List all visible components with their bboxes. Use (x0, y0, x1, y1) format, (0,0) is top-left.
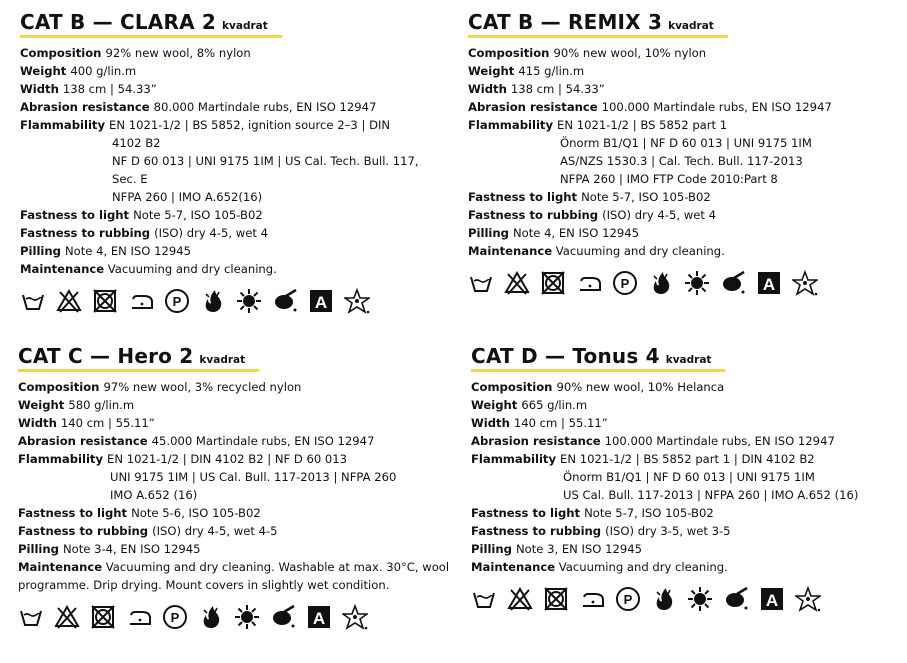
width-row (20, 80, 450, 98)
flammability-line: EN 1021-1/2 | BS 5852 part 1 | DIN 4102 B2 (560, 452, 815, 466)
fabric-title: CAT D — Tonus 4 (471, 344, 660, 368)
abrasion-label: Abrasion resistance (471, 434, 601, 448)
no-tumble-dry-icon (543, 586, 569, 612)
composition-row (468, 44, 903, 62)
flammability-continuation (468, 134, 903, 188)
pilling-value: Note 3-4, EN ISO 12945 (62, 542, 201, 556)
flammability-label: Flammability (18, 452, 104, 466)
weight-row (468, 62, 903, 80)
maintenance-label: Maintenance (20, 262, 105, 276)
width-label: Width (20, 82, 59, 96)
care-icons (18, 604, 450, 630)
flammability-line: EN 1021-1/2 | BS 5852 part 1 (557, 118, 728, 132)
title-underline (471, 369, 725, 372)
no-bleach-icon (507, 586, 533, 612)
svg-text:P: P (623, 592, 633, 607)
pilling-label: Pilling (20, 244, 61, 258)
no-bleach-icon (504, 270, 530, 296)
cigarette-burn-icon (272, 288, 298, 314)
flammability-label: Flammability (468, 118, 554, 132)
light-fastness-value: Note 5-7, ISO 105-B02 (584, 506, 714, 520)
pilling-row (18, 540, 450, 558)
weight-row (18, 396, 450, 414)
spec-list (20, 44, 450, 278)
brand-label: kvadrat (668, 20, 714, 32)
maintenance-label: Maintenance (468, 244, 553, 258)
rubbing-fastness-label: Fastness to rubbing (471, 524, 602, 538)
maintenance-label: Maintenance (18, 560, 103, 574)
rubbing-fastness-row (18, 522, 450, 540)
a-grade-icon (756, 270, 782, 296)
abrasion-value: 45.000 Martindale rubs, EN ISO 12947 (151, 434, 375, 448)
weight-label: Weight (468, 64, 515, 78)
width-row (471, 414, 903, 432)
iron-low-icon (128, 288, 154, 314)
flammability-line: US Cal. Bull. 117-2013 | NFPA 260 | IMO A.652 (16) (563, 488, 859, 502)
weight-value: 580 g/lin.m (68, 398, 135, 412)
abrasion-row (20, 98, 450, 116)
flammability-continuation (18, 468, 450, 504)
light-fastness-label: Fastness to light (18, 506, 128, 520)
flammability-line: UNI 9175 1IM | US Cal. Bull. 117-2013 | NFPA 260 (110, 470, 397, 484)
svg-text:A: A (314, 293, 328, 312)
light-fastness-label: Fastness to light (20, 208, 130, 222)
pilling-value: Note 3, EN ISO 12945 (515, 542, 642, 556)
fabric-heading (471, 344, 711, 372)
flame-icon (200, 288, 226, 314)
svg-text:A: A (765, 591, 779, 610)
care-icons (471, 586, 903, 612)
flammability-line: Sec. E (112, 172, 148, 186)
sunburst-light-icon (687, 586, 713, 612)
flame-icon (651, 586, 677, 612)
weight-value: 415 g/lin.m (518, 64, 585, 78)
pilling-label: Pilling (18, 542, 59, 556)
width-row (18, 414, 450, 432)
no-bleach-icon (54, 604, 80, 630)
width-label: Width (468, 82, 507, 96)
fabric-spec-block (18, 344, 450, 630)
light-fastness-label: Fastness to light (471, 506, 581, 520)
width-value: 140 cm | 55.11” (513, 416, 608, 430)
flammability-row (20, 116, 450, 206)
width-row (468, 80, 903, 98)
light-fastness-row (468, 188, 903, 206)
cigarette-burn-icon (270, 604, 296, 630)
rubbing-fastness-label: Fastness to rubbing (20, 226, 151, 240)
wash-basin-icon (18, 604, 44, 630)
rubbing-fastness-row (471, 522, 903, 540)
wash-basin-icon (471, 586, 497, 612)
title-underline (20, 35, 282, 38)
light-fastness-row (471, 504, 903, 522)
width-value: 138 cm | 54.33” (62, 82, 157, 96)
weight-value: 400 g/lin.m (70, 64, 137, 78)
rubbing-fastness-row (468, 206, 903, 224)
maintenance-value: Vacuuming and dry cleaning. (107, 262, 277, 276)
title-underline (18, 369, 259, 372)
title-underline (468, 35, 728, 38)
fabric-title: CAT C — Hero 2 (18, 344, 194, 368)
pilling-value: Note 4, EN ISO 12945 (64, 244, 191, 258)
care-icons (468, 270, 903, 296)
maintenance-row (468, 242, 903, 260)
dry-clean-p-icon (615, 586, 641, 612)
no-tumble-dry-icon (540, 270, 566, 296)
maintenance-value: Vacuuming and dry cleaning. (555, 244, 725, 258)
dry-clean-p-icon (164, 288, 190, 314)
composition-row (471, 378, 903, 396)
iron-low-icon (579, 586, 605, 612)
flammability-line: NF D 60 013 | UNI 9175 1IM | US Cal. Tech. Bull. 117, (112, 154, 419, 168)
flammability-line: NFPA 260 | IMO FTP Code 2010:Part 8 (560, 172, 778, 186)
abrasion-label: Abrasion resistance (468, 100, 598, 114)
wash-basin-icon (468, 270, 494, 296)
dry-clean-p-icon (612, 270, 638, 296)
flame-icon (198, 604, 224, 630)
composition-value: 97% new wool, 3% recycled nylon (103, 380, 302, 394)
flammability-label: Flammability (20, 118, 106, 132)
weight-row (471, 396, 903, 414)
fabric-title: CAT B — REMIX 3 (468, 10, 663, 34)
flammability-line: 4102 B2 (112, 136, 161, 150)
a-grade-icon (759, 586, 785, 612)
pilling-row (468, 224, 903, 242)
star-rating-icon (792, 270, 818, 296)
fabric-heading (20, 10, 268, 38)
maintenance-row (18, 558, 450, 594)
abrasion-row (468, 98, 903, 116)
flammability-row (471, 450, 903, 504)
fabric-spec-block (471, 344, 903, 612)
width-value: 138 cm | 54.33” (510, 82, 605, 96)
composition-value: 90% new wool, 10% nylon (553, 46, 707, 60)
light-fastness-value: Note 5-7, ISO 105-B02 (581, 190, 711, 204)
star-rating-icon (344, 288, 370, 314)
spec-list (471, 378, 903, 576)
weight-label: Weight (471, 398, 518, 412)
iron-low-icon (126, 604, 152, 630)
abrasion-value: 80.000 Martindale rubs, EN ISO 12947 (153, 100, 377, 114)
composition-label: Composition (471, 380, 553, 394)
weight-value: 665 g/lin.m (521, 398, 588, 412)
rubbing-fastness-value: (ISO) dry 4-5, wet 4 (154, 226, 268, 240)
composition-value: 92% new wool, 8% nylon (105, 46, 251, 60)
maintenance-row (20, 260, 450, 278)
light-fastness-value: Note 5-7, ISO 105-B02 (133, 208, 263, 222)
a-grade-icon (306, 604, 332, 630)
light-fastness-row (20, 206, 450, 224)
rubbing-fastness-value: (ISO) dry 4-5, wet 4 (602, 208, 716, 222)
light-fastness-row (18, 504, 450, 522)
no-tumble-dry-icon (92, 288, 118, 314)
flammability-row (18, 450, 450, 504)
flammability-line: AS/NZS 1530.3 | Cal. Tech. Bull. 117-2013 (560, 154, 803, 168)
svg-text:P: P (620, 276, 630, 291)
flammability-line: Önorm B1/Q1 | NF D 60 013 | UNI 9175 1IM (560, 136, 812, 150)
maintenance-row (471, 558, 903, 576)
spec-list (18, 378, 450, 594)
rubbing-fastness-label: Fastness to rubbing (18, 524, 149, 538)
maintenance-value: Vacuuming and dry cleaning. (558, 560, 728, 574)
wash-basin-icon (20, 288, 46, 314)
abrasion-value: 100.000 Martindale rubs, EN ISO 12947 (601, 100, 832, 114)
flammability-row (468, 116, 903, 188)
maintenance-value: Vacuuming and dry cleaning. Washable at max. 30°C, wool programme. Drip drying. Mount covers in slightly wet condition. (18, 560, 450, 592)
flammability-line: NFPA 260 | IMO A.652(16) (112, 190, 263, 204)
abrasion-row (18, 432, 450, 450)
flammability-continuation (471, 468, 903, 504)
svg-text:A: A (762, 275, 776, 294)
fabric-spec-block (468, 10, 903, 296)
brand-label: kvadrat (199, 354, 246, 366)
abrasion-label: Abrasion resistance (18, 434, 148, 448)
sunburst-light-icon (684, 270, 710, 296)
rubbing-fastness-label: Fastness to rubbing (468, 208, 599, 222)
weight-row (20, 62, 450, 80)
spec-list (468, 44, 903, 260)
width-label: Width (18, 416, 57, 430)
svg-text:P: P (170, 610, 180, 625)
a-grade-icon (308, 288, 334, 314)
maintenance-label: Maintenance (471, 560, 556, 574)
composition-label: Composition (20, 46, 102, 60)
brand-label: kvadrat (665, 354, 712, 366)
flammability-continuation (20, 134, 450, 206)
star-rating-icon (342, 604, 368, 630)
abrasion-value: 100.000 Martindale rubs, EN ISO 12947 (604, 434, 835, 448)
fabric-heading (468, 10, 714, 38)
light-fastness-value: Note 5-6, ISO 105-B02 (131, 506, 261, 520)
flame-icon (648, 270, 674, 296)
flammability-line: EN 1021-1/2 | BS 5852, ignition source 2–3 | DIN (109, 118, 391, 132)
weight-label: Weight (18, 398, 65, 412)
svg-text:A: A (312, 609, 326, 628)
pilling-label: Pilling (471, 542, 512, 556)
brand-label: kvadrat (222, 20, 268, 32)
composition-label: Composition (18, 380, 100, 394)
flammability-line: EN 1021-1/2 | DIN 4102 B2 | NF D 60 013 (107, 452, 348, 466)
abrasion-label: Abrasion resistance (20, 100, 150, 114)
star-rating-icon (795, 586, 821, 612)
rubbing-fastness-row (20, 224, 450, 242)
rubbing-fastness-value: (ISO) dry 3-5, wet 3-5 (605, 524, 731, 538)
dry-clean-p-icon (162, 604, 188, 630)
composition-value: 90% new wool, 10% Helanca (556, 380, 725, 394)
pilling-value: Note 4, EN ISO 12945 (512, 226, 639, 240)
cigarette-burn-icon (723, 586, 749, 612)
flammability-line: IMO A.652 (16) (110, 488, 198, 502)
pilling-row (20, 242, 450, 260)
flammability-label: Flammability (471, 452, 557, 466)
light-fastness-label: Fastness to light (468, 190, 578, 204)
fabric-title: CAT B — CLARA 2 (20, 10, 217, 34)
care-icons (20, 288, 450, 314)
flammability-line: Önorm B1/Q1 | NF D 60 013 | UNI 9175 1IM (563, 470, 815, 484)
width-label: Width (471, 416, 510, 430)
sunburst-light-icon (234, 604, 260, 630)
pilling-row (471, 540, 903, 558)
fabric-spec-block (20, 10, 450, 314)
iron-low-icon (576, 270, 602, 296)
rubbing-fastness-value: (ISO) dry 4-5, wet 4-5 (152, 524, 278, 538)
composition-label: Composition (468, 46, 550, 60)
composition-row (18, 378, 450, 396)
pilling-label: Pilling (468, 226, 509, 240)
weight-label: Weight (20, 64, 67, 78)
abrasion-row (471, 432, 903, 450)
cigarette-burn-icon (720, 270, 746, 296)
svg-text:P: P (172, 294, 182, 309)
composition-row (20, 44, 450, 62)
fabric-heading (18, 344, 245, 372)
no-tumble-dry-icon (90, 604, 116, 630)
sunburst-light-icon (236, 288, 262, 314)
no-bleach-icon (56, 288, 82, 314)
width-value: 140 cm | 55.11” (60, 416, 155, 430)
